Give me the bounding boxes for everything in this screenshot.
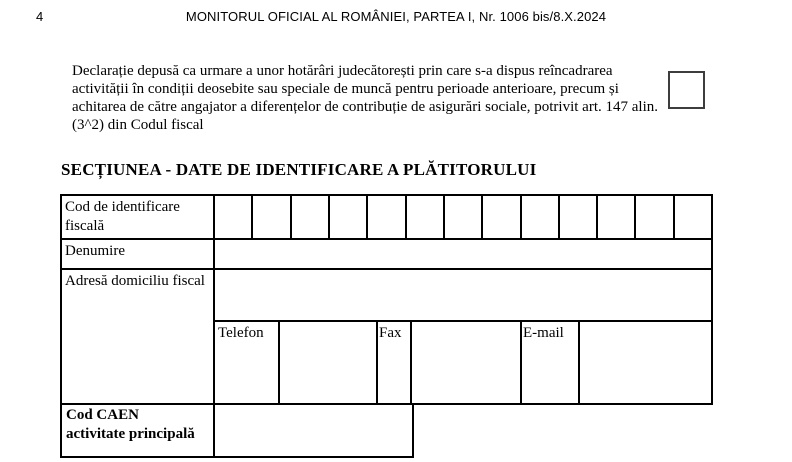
caen-label [66,406,195,444]
grid-line [376,320,378,405]
email-label: E-mail [523,325,564,341]
cif-digit-box[interactable] [520,196,558,238]
cif-digit-box[interactable] [251,196,289,238]
telefon-label: Telefon [218,325,264,341]
cif-digit-box[interactable] [290,196,328,238]
cif-digit-box[interactable] [481,196,519,238]
cif-digit-box[interactable] [596,196,634,238]
cif-digit-box[interactable] [215,196,251,238]
cif-label: Cod de identificare fiscală [65,199,180,234]
cif-digit-box[interactable] [405,196,443,238]
grid-line [711,194,713,405]
cif-digit-box[interactable] [673,196,711,238]
header-title: MONITORUL OFICIAL AL ROMÂNIEI, PARTEA I, Nr. 1006 bis/8.X.2024 [185,9,607,24]
grid-line [60,456,414,458]
grid-line [60,194,62,458]
declaration-checkbox[interactable] [668,71,705,109]
adresa-label: Adresă domiciliu fiscal [65,273,205,289]
grid-line [412,403,414,458]
fax-label: Fax [379,325,402,341]
cif-digit-box[interactable] [443,196,481,238]
declaration-text: Declarație depusă ca urmare a unor hotărâri judecătorești prin care s-a dispus reîncadrarea activității în condiții deosebite sau speciale de muncă pentru perioade anterioare, precum și achitarea de către angajator a diferențelor de contribuție de asigurări sociale, potrivit art. 147 alin. (3^2) din Codul fiscal [72,63,658,133]
caen-label-line1: Cod CAEN [66,407,139,423]
denumire-label: Denumire [65,243,125,259]
adresa-value-field[interactable] [215,270,711,320]
section-title: SECȚIUNEA - DATE DE IDENTIFICARE A PLĂTITORULUI [61,160,537,179]
identification-form-table [60,194,715,460]
cif-digit-box[interactable] [328,196,366,238]
telefon-value-field[interactable] [280,322,376,403]
caen-label-line2: activitate principală [66,426,195,442]
grid-line [520,320,522,405]
cif-digit-box[interactable] [634,196,672,238]
cif-boxes [215,196,711,238]
email-value-field[interactable] [580,322,711,403]
caen-value-field[interactable] [215,405,412,456]
denumire-value-field[interactable] [215,240,711,268]
cif-digit-box[interactable] [558,196,596,238]
cif-digit-box[interactable] [366,196,404,238]
page-number: 4 [36,9,44,24]
fax-value-field[interactable] [412,322,520,403]
